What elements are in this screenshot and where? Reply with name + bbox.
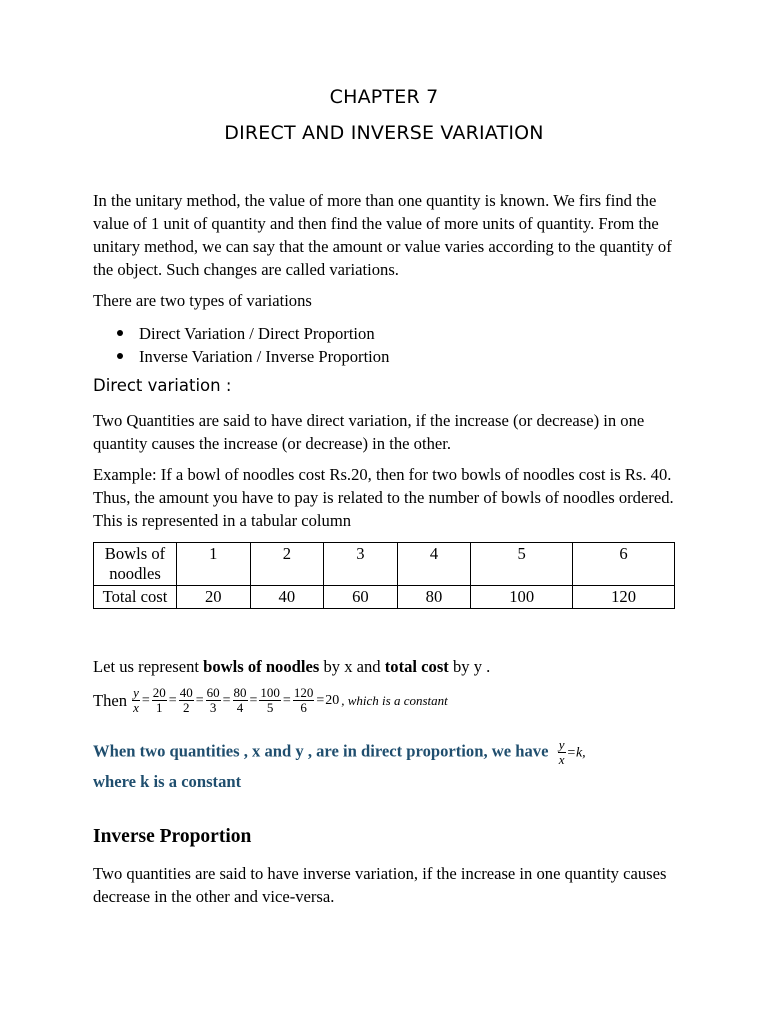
table-row	[94, 586, 675, 609]
fraction-denominator: x	[133, 700, 139, 715]
fraction-numerator: 80	[233, 685, 247, 700]
fraction	[259, 686, 281, 715]
list-item: Inverse Variation / Inverse Proportion	[93, 345, 389, 368]
fraction-numerator: 40	[179, 685, 193, 700]
represent-mid: by x and	[319, 657, 385, 676]
table-cell: 40	[250, 586, 324, 609]
equals-sign: =	[282, 692, 291, 708]
represent-bold-cost: total cost	[384, 657, 449, 676]
fraction-numerator: y	[133, 685, 139, 700]
fraction-numerator: 20	[152, 685, 166, 700]
fraction	[152, 686, 167, 715]
fraction	[206, 686, 221, 715]
represent-sentence	[93, 655, 683, 678]
equals-sign: =	[316, 692, 325, 708]
represent-bold-bowls: bowls of noodles	[203, 657, 320, 676]
fraction-denominator: 2	[182, 700, 190, 715]
equals-sign: =	[168, 692, 177, 708]
table-cell: 3	[324, 543, 398, 586]
fraction-numerator: 60	[206, 685, 220, 700]
table-cell: 6	[573, 543, 675, 586]
table-cell: 60	[324, 586, 398, 609]
fraction-denominator: 1	[156, 700, 163, 715]
row-label-bowls: Bowls of noodles	[94, 543, 177, 586]
table-row	[94, 543, 675, 586]
row-label-cost: Total cost	[94, 586, 177, 609]
noodles-table	[93, 542, 675, 609]
list-item: Direct Variation / Direct Proportion	[93, 322, 389, 345]
table-cell: 5	[471, 543, 573, 586]
rule-text: When two quantities , x and y , are in direct proportion, we have	[93, 741, 549, 761]
fraction-numerator: y	[558, 737, 565, 752]
direct-proportion-rule	[93, 738, 683, 767]
fraction-denominator: 6	[300, 700, 307, 715]
fraction-denominator: x	[558, 752, 565, 767]
fraction	[179, 686, 194, 715]
table-cell: 120	[573, 586, 675, 609]
rule-fraction	[558, 738, 566, 767]
direct-example: Example: If a bowl of noodles cost Rs.20, then for two bowls of noodles cost is Rs. 40. Thus, the amount you have to pay is related to the number of bowls of noodles ordered. This is represented in a tabular column	[93, 465, 674, 530]
chapter-number: CHAPTER 7	[329, 86, 439, 108]
constant-value: 20	[325, 692, 340, 708]
fraction-denominator: 3	[209, 700, 217, 715]
then-label: Then	[93, 690, 128, 710]
intro-paragraph: In the unitary method, the value of more than one quantity is known. We firs find the value of 1 unit of quantity and then find the value of more units of quantity. From the unitary method, we can say that the amount or value varies according to the quantity of the object. Such changes are called variations.	[93, 191, 672, 279]
fraction-y-over-x	[132, 686, 140, 715]
types-list	[93, 322, 389, 368]
ratio-equation	[93, 686, 448, 715]
direct-variation-heading: Direct variation :	[93, 376, 232, 395]
inverse-definition: Two quantities are said to have inverse variation, if the increase in one quantity causes decrease in the other and vice-versa.	[93, 864, 667, 906]
rule-constant-note: where k is a constant	[93, 772, 242, 791]
table-cell: 2	[250, 543, 324, 586]
table-cell: 100	[471, 586, 573, 609]
types-intro: There are two types of variations	[93, 291, 312, 310]
represent-suffix: by y .	[448, 657, 491, 676]
fraction-denominator: 4	[236, 700, 244, 715]
equals-sign: =	[249, 692, 258, 708]
table-cell: 80	[397, 586, 471, 609]
equals-sign: =	[195, 692, 204, 708]
equals-sign: =	[141, 692, 150, 708]
rule-equals-k: =k,	[566, 745, 586, 761]
table-cell: 1	[177, 543, 251, 586]
fraction	[233, 686, 248, 715]
table-cell: 20	[177, 586, 251, 609]
direct-definition: Two Quantities are said to have direct variation, if the increase (or decrease) in one quantity causes the increase (or decrease) in the other.	[93, 411, 645, 453]
fraction-numerator: 100	[260, 685, 280, 700]
equals-sign: =	[222, 692, 231, 708]
chapter-title: DIRECT AND INVERSE VARIATION	[224, 122, 544, 144]
table-cell: 4	[397, 543, 471, 586]
fraction	[293, 686, 315, 715]
inverse-proportion-heading: Inverse Proportion	[93, 826, 252, 847]
fraction-numerator: 120	[293, 685, 314, 700]
constant-note: , which is a constant	[341, 692, 448, 708]
represent-prefix: Let us represent	[93, 657, 204, 676]
fraction-denominator: 5	[266, 700, 274, 715]
